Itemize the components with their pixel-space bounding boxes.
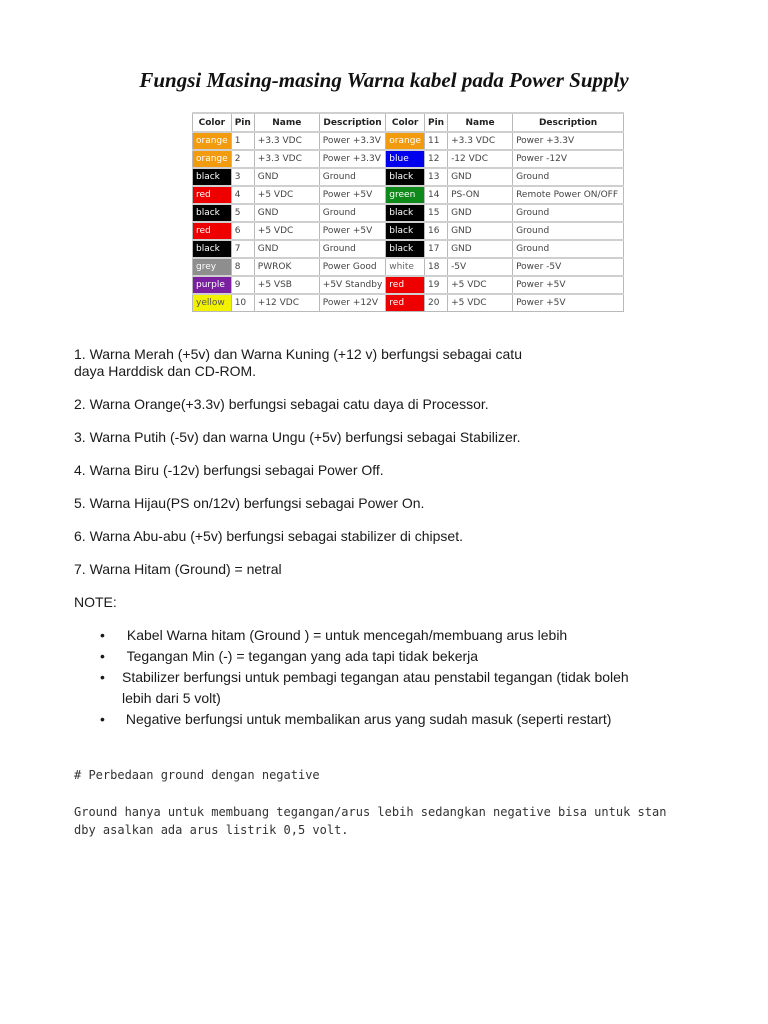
bullet-line: • Kabel Warna hitam (Ground ) = untuk mencegah/membuang arus lebih xyxy=(123,627,568,643)
pin-name-right: GND xyxy=(448,168,513,186)
pin-description-left: +5V Standby xyxy=(319,276,386,294)
pin-number-right: 13 xyxy=(424,168,447,186)
pin-name-left: GND xyxy=(254,204,319,222)
pin-name-left: +5 VSB xyxy=(254,276,319,294)
color-swatch-right: red xyxy=(386,294,425,312)
pin-number-right: 18 xyxy=(424,258,447,276)
ground-text-line-1: Ground hanya untuk membuang tegangan/arus lebih sedangkan negative bisa untuk stan xyxy=(74,805,667,819)
pin-description-right: Ground xyxy=(513,240,624,258)
pin-number-left: 2 xyxy=(231,150,254,168)
pin-name-left: +3.3 VDC xyxy=(254,132,319,150)
note-label: NOTE: xyxy=(74,594,117,610)
pin-name-right: GND xyxy=(448,240,513,258)
table-row xyxy=(193,294,624,312)
pin-number-right: 12 xyxy=(424,150,447,168)
numbered-paragraph xyxy=(74,396,694,413)
bullet-line: • Tegangan Min (-) = tegangan yang ada tapi tidak bekerja xyxy=(123,648,479,664)
pin-name-left: +5 VDC xyxy=(254,186,319,204)
pin-description-right: Remote Power ON/OFF xyxy=(513,186,624,204)
bullet-line: • Negative berfungsi untuk membalikan arus yang sudah masuk (seperti restart) xyxy=(122,711,612,727)
header-name-2: Name xyxy=(448,113,513,132)
ground-text-line-2: dby asalkan ada arus listrik 0,5 volt. xyxy=(74,823,349,837)
pin-number-right: 16 xyxy=(424,222,447,240)
color-swatch-right: black xyxy=(386,168,425,186)
pin-description-right: Ground xyxy=(513,222,624,240)
color-swatch-left: yellow xyxy=(193,294,232,312)
pin-number-right: 19 xyxy=(424,276,447,294)
color-swatch-right: orange xyxy=(386,132,425,150)
color-swatch-right: red xyxy=(386,276,425,294)
color-swatch-left: black xyxy=(193,168,232,186)
pin-name-left: +5 VDC xyxy=(254,222,319,240)
pin-name-right: -5V xyxy=(448,258,513,276)
pin-name-right: PS-ON xyxy=(448,186,513,204)
color-swatch-right: white xyxy=(386,258,425,276)
pin-number-left: 7 xyxy=(231,240,254,258)
pin-description-right: Power -5V xyxy=(513,258,624,276)
header-color-1: Color xyxy=(193,113,232,132)
pin-number-left: 1 xyxy=(231,132,254,150)
numbered-paragraphs xyxy=(74,346,694,578)
note-bullet-item xyxy=(74,646,694,667)
header-pin-1: Pin xyxy=(231,113,254,132)
pin-description-left: Power +5V xyxy=(319,186,386,204)
table-row xyxy=(193,276,624,294)
table-row xyxy=(193,132,624,150)
pin-description-left: Power +3.3V xyxy=(319,150,386,168)
pin-description-left: Ground xyxy=(319,168,386,186)
numbered-paragraph xyxy=(74,346,694,380)
table-row xyxy=(193,222,624,240)
table-header-row xyxy=(193,113,624,132)
pin-description-right: Ground xyxy=(513,168,624,186)
note-bullet-item xyxy=(74,709,694,730)
pin-number-right: 14 xyxy=(424,186,447,204)
pin-name-left: GND xyxy=(254,168,319,186)
table-row xyxy=(193,150,624,168)
pin-number-left: 6 xyxy=(231,222,254,240)
numbered-paragraph xyxy=(74,495,694,512)
color-swatch-left: purple xyxy=(193,276,232,294)
pin-color-table xyxy=(192,112,624,312)
pin-name-right: +5 VDC xyxy=(448,276,513,294)
pin-name-right: -12 VDC xyxy=(448,150,513,168)
paragraph-line: 4. Warna Biru (-12v) berfungsi sebagai Power Off. xyxy=(74,462,384,478)
color-swatch-right: green xyxy=(386,186,425,204)
paragraph-line: 6. Warna Abu-abu (+5v) berfungsi sebagai stabilizer di chipset. xyxy=(74,528,463,544)
header-name-1: Name xyxy=(254,113,319,132)
ground-vs-negative-text xyxy=(74,803,714,839)
pin-description-right: Power -12V xyxy=(513,150,624,168)
pin-name-right: GND xyxy=(448,204,513,222)
table-row xyxy=(193,258,624,276)
pin-name-left: GND xyxy=(254,240,319,258)
table-row xyxy=(193,186,624,204)
pin-number-left: 5 xyxy=(231,204,254,222)
header-description-2: Description xyxy=(513,113,624,132)
pin-number-left: 4 xyxy=(231,186,254,204)
pin-name-left: PWROK xyxy=(254,258,319,276)
color-swatch-right: black xyxy=(386,240,425,258)
pin-description-left: Power +12V xyxy=(319,294,386,312)
pin-description-left: Power +5V xyxy=(319,222,386,240)
bullet-line: • Stabilizer berfungsi untuk pembagi tegangan atau penstabil tegangan (tidak boleh xyxy=(122,669,629,685)
pin-number-left: 3 xyxy=(231,168,254,186)
pin-description-left: Ground xyxy=(319,240,386,258)
header-color-2: Color xyxy=(386,113,425,132)
color-swatch-left: orange xyxy=(193,150,232,168)
pin-number-right: 17 xyxy=(424,240,447,258)
pin-number-left: 10 xyxy=(231,294,254,312)
color-swatch-left: black xyxy=(193,204,232,222)
section-heading-ground-vs-negative: # Perbedaan ground dengan negative xyxy=(74,768,320,782)
body-text xyxy=(74,346,694,730)
numbered-paragraph xyxy=(74,528,694,545)
color-swatch-left: red xyxy=(193,222,232,240)
pin-description-right: Power +3.3V xyxy=(513,132,624,150)
numbered-paragraph xyxy=(74,561,694,578)
pin-description-left: Power +3.3V xyxy=(319,132,386,150)
paragraph-line: 2. Warna Orange(+3.3v) berfungsi sebagai catu daya di Processor. xyxy=(74,396,489,412)
table-row xyxy=(193,240,624,258)
pin-description-left: Ground xyxy=(319,204,386,222)
paragraph-line: 7. Warna Hitam (Ground) = netral xyxy=(74,561,282,577)
table-row xyxy=(193,168,624,186)
pin-number-right: 20 xyxy=(424,294,447,312)
color-swatch-right: black xyxy=(386,222,425,240)
pin-number-right: 15 xyxy=(424,204,447,222)
document-title: Fungsi Masing-masing Warna kabel pada Power Supply xyxy=(139,68,629,92)
pin-description-right: Power +5V xyxy=(513,294,624,312)
note-bullet-list xyxy=(74,625,694,730)
pin-description-right: Power +5V xyxy=(513,276,624,294)
color-swatch-left: black xyxy=(193,240,232,258)
paragraph-line: 3. Warna Putih (-5v) dan warna Ungu (+5v) berfungsi sebagai Stabilizer. xyxy=(74,429,521,445)
pin-name-right: GND xyxy=(448,222,513,240)
pin-name-left: +3.3 VDC xyxy=(254,150,319,168)
bullet-line: lebih dari 5 volt) xyxy=(122,690,221,706)
numbered-paragraph xyxy=(74,429,694,446)
pin-name-left: +12 VDC xyxy=(254,294,319,312)
paragraph-line: 1. Warna Merah (+5v) dan Warna Kuning (+12 v) berfungsi sebagai catu xyxy=(74,346,522,362)
paragraph-line: daya Harddisk dan CD-ROM. xyxy=(74,363,257,379)
numbered-paragraph xyxy=(74,462,694,479)
note-bullet-item xyxy=(74,625,694,646)
color-swatch-left: red xyxy=(193,186,232,204)
table-row xyxy=(193,204,624,222)
color-swatch-left: grey xyxy=(193,258,232,276)
pin-description-left: Power Good xyxy=(319,258,386,276)
pin-number-left: 8 xyxy=(231,258,254,276)
pin-name-right: +5 VDC xyxy=(448,294,513,312)
pin-name-right: +3.3 VDC xyxy=(448,132,513,150)
paragraph-line: 5. Warna Hijau(PS on/12v) berfungsi sebagai Power On. xyxy=(74,495,425,511)
color-swatch-right: black xyxy=(386,204,425,222)
pin-description-right: Ground xyxy=(513,204,624,222)
color-swatch-left: orange xyxy=(193,132,232,150)
header-pin-2: Pin xyxy=(424,113,447,132)
pin-number-right: 11 xyxy=(424,132,447,150)
note-bullet-item xyxy=(74,667,694,709)
pin-number-left: 9 xyxy=(231,276,254,294)
header-description-1: Description xyxy=(319,113,386,132)
color-swatch-right: blue xyxy=(386,150,425,168)
